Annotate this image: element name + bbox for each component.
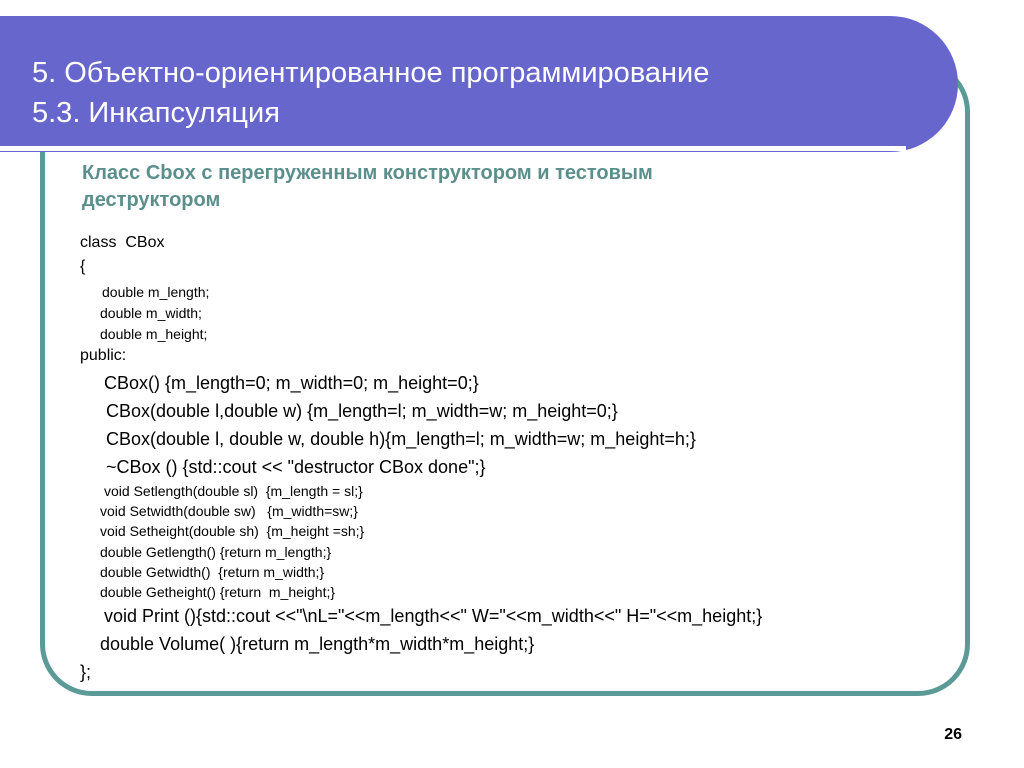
title-line-2: 5.3. Инкапсуляция <box>32 97 280 129</box>
code-line: double m_length; <box>102 284 210 300</box>
code-line: CBox(double l,double w) {m_length=l; m_width=w; m_height=0;} <box>106 401 618 421</box>
code-line: CBox(double l, double w, double h){m_length=l; m_width=w; m_height=h;} <box>106 429 696 449</box>
code-line: void Setwidth(double sw) {m_width=sw;} <box>100 503 358 519</box>
code-line: double Getheight() {return m_height;} <box>100 584 336 600</box>
code-line: double m_height; <box>100 326 208 342</box>
title-line-1: 5. Объектно-ориентированное программирование <box>32 57 710 89</box>
subtitle-line-1: Класс Cbox с перегруженным конструктором и тестовым <box>82 162 653 184</box>
code-line: void Setlength(double sl) {m_length = sl;} <box>104 483 363 499</box>
code-line: void Print (){std::cout <<"\nL="<<m_length<<" W="<<m_width<<" H="<<m_height;} <box>104 606 763 626</box>
title-underline <box>0 146 906 151</box>
code-line: double Getlength() {return m_length;} <box>100 544 332 560</box>
title-banner <box>0 16 958 152</box>
subtitle-line-2: деструктором <box>82 189 221 211</box>
code-line: class CBox <box>80 234 165 251</box>
code-line: double Volume( ){return m_length*m_width*m_height;} <box>100 634 535 654</box>
code-line: { <box>80 258 86 275</box>
page-number: 26 <box>944 726 962 743</box>
code-line: void Setheight(double sh) {m_height =sh;} <box>100 523 365 539</box>
code-line: }; <box>80 662 92 682</box>
slide-subtitle <box>82 160 882 214</box>
slide-title <box>32 53 709 133</box>
code-line: ~CBox () {std::cout << "destructor CBox done";} <box>106 457 486 477</box>
code-line: double Getwidth() {return m_width;} <box>100 564 325 580</box>
code-line: double m_width; <box>100 305 202 321</box>
code-line: public: <box>80 347 127 364</box>
code-line: CBox() {m_length=0; m_width=0; m_height=0;} <box>104 373 479 393</box>
